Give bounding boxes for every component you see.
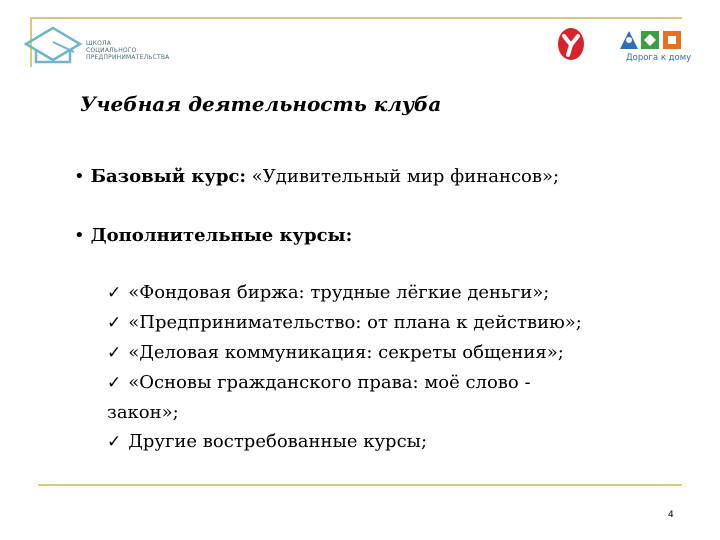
bullet-icon: • xyxy=(74,166,85,187)
checkmark-icon: ✓ xyxy=(107,432,122,452)
school-house-icon xyxy=(22,22,84,68)
y-logo-icon xyxy=(553,26,589,62)
bullet-label: Дополнительные курсы: xyxy=(90,225,353,246)
checkmark-icon: ✓ xyxy=(107,373,122,393)
checkmark-icon: ✓ xyxy=(107,313,122,333)
list-item-continuation: закон»; xyxy=(107,402,179,423)
bullet-base-course xyxy=(74,166,559,187)
bullet-text: «Удивительный мир финансов»; xyxy=(246,166,560,187)
list-item: ✓ «Основы гражданского права: моё слово - xyxy=(107,368,687,398)
page-number: 4 xyxy=(668,510,674,520)
bullet-label: Базовый курс: xyxy=(90,166,247,187)
bullet-extra-courses xyxy=(74,225,352,246)
school-logo-text: ШКОЛА СОЦИАЛЬНОГО ПРЕДПРИНИМАТЕЛЬСТВА xyxy=(86,40,170,61)
list-item: ✓ Другие востребованные курсы; xyxy=(107,427,687,457)
list-item: ✓ «Фондовая биржа: трудные лёгкие деньги»; xyxy=(107,278,687,308)
course-list xyxy=(107,278,687,457)
partner-caption: Дорога к дому xyxy=(626,53,692,63)
checkmark-icon: ✓ xyxy=(107,283,122,303)
partner-logo xyxy=(617,25,697,69)
bottom-rule xyxy=(38,484,682,486)
list-item: ✓ «Предпринимательство: от плана к действию»; xyxy=(107,308,687,338)
list-item: ✓ «Деловая коммуникация: секреты общения»; xyxy=(107,338,687,368)
bullet-icon: • xyxy=(74,225,85,246)
checkmark-icon: ✓ xyxy=(107,343,122,363)
school-logo xyxy=(22,22,182,70)
page-title: Учебная деятельность клуба xyxy=(80,92,442,116)
partner-shapes-icon xyxy=(617,25,697,51)
top-rule xyxy=(30,17,682,19)
